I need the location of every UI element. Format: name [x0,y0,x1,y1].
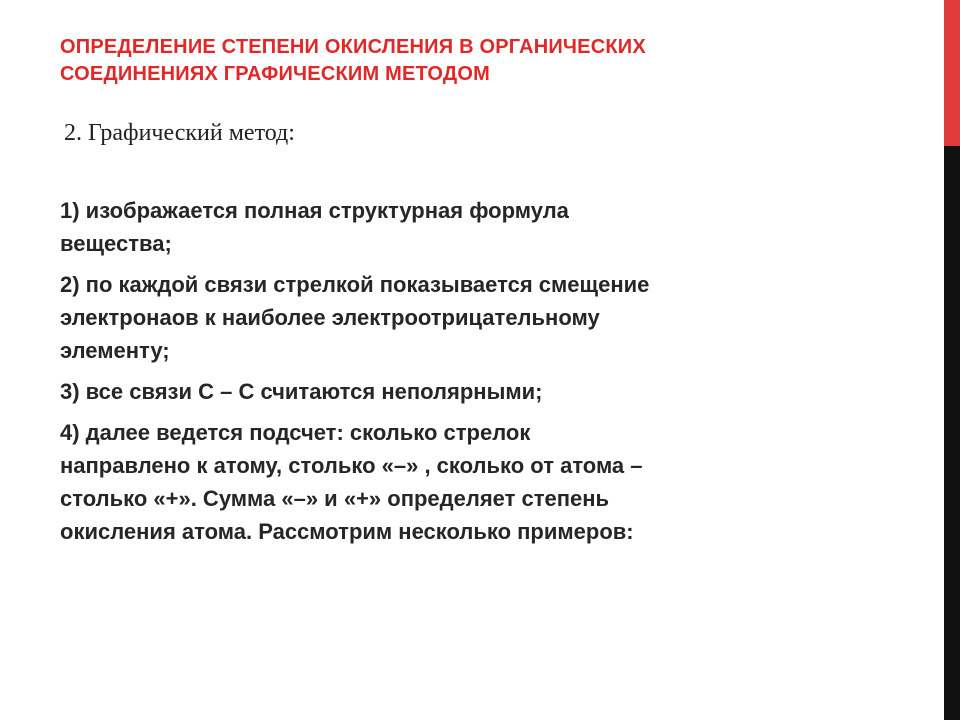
accent-bar-red-segment [944,0,960,146]
accent-bar-black-segment [944,146,960,720]
step-line: окисления атома. Рассмотрим несколько примеров: [60,519,634,544]
step-1 [60,194,860,260]
slide-title-line: ОПРЕДЕЛЕНИЕ СТЕПЕНИ ОКИСЛЕНИЯ В ОРГАНИЧЕСКИХ [60,36,646,58]
step-4 [60,416,860,548]
subheading: 2. Графический метод: [64,120,295,146]
step-3 [60,375,860,408]
slide-title-line: СОЕДИНЕНИЯХ ГРАФИЧЕСКИМ МЕТОДОМ [60,63,490,85]
step-line: 2) по каждой связи стрелкой показывается смещение [60,272,650,297]
step-line: 4) далее ведется подсчет: сколько стрелок [60,420,531,445]
step-line: электронаов к наиболее электроотрицательному [60,305,600,330]
step-line: 3) все связи С – С считаются неполярными; [60,379,543,404]
steps-list [60,194,860,556]
step-line: элементу; [60,338,170,363]
step-line: направлено к атому, столько «–» , сколько от атома – [60,453,643,478]
step-line: столько «+». Сумма «–» и «+» определяет степень [60,486,610,511]
step-line: 1) изображается полная структурная формула [60,198,569,223]
slide-title [60,34,920,88]
step-2 [60,268,860,367]
step-line: вещества; [60,231,172,256]
accent-bar [944,0,960,720]
